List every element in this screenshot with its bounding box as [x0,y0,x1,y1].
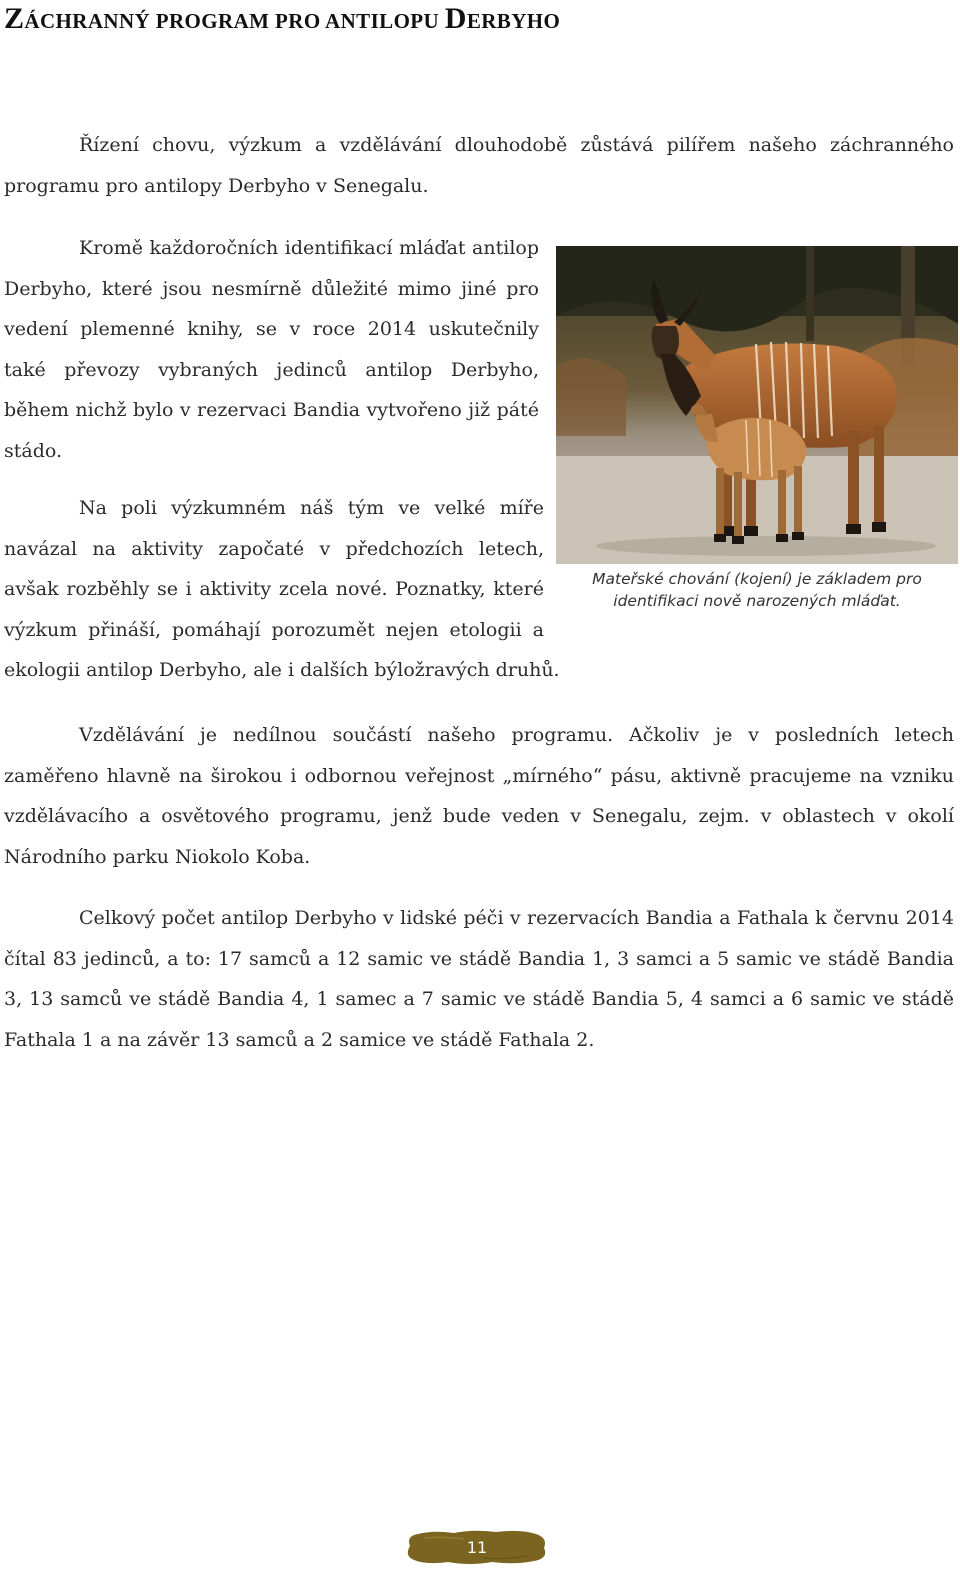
title-part-1: ÁCHRANNÝ PROGRAM PRO ANTILOPU [24,9,445,33]
antelope-photo-illustration [556,246,958,564]
caption-line-1: Mateřské chování (kojení) je základem pro [592,570,922,588]
caption-line-2: identifikaci nově narozených mláďat. [613,592,901,610]
paragraph-education: Vzdělávání je nedílnou součástí našeho programu. Ačkoliv je v posledních letech zaměřeno hlavně na širokou i odbornou veřejnost „mírného“ pásu, aktivně pracujeme na vzniku vzdělávacího a osvětového programu, jenž bude veden v Senegalu, zejm. v oblastech v okolí Národního parku Niokolo Koba. [4,724,954,868]
paragraph-identification: Kromě každoročních identifikací mláďat antilop Derbyho, které jsou nesmírně důležité mimo jiné pro vedení plemenné knihy, se v roce 2014 uskutečnily také převozy vybraných jedinců antilop Derbyho, během nichž bylo v rezervaci Bandia vytvořeno již páté stádo. [4,237,539,462]
page-title [4,2,560,36]
page-number: 11 [466,1538,488,1557]
paragraph-research: Na poli výzkumném náš tým ve velké míře navázal na aktivity započaté v předchozích letech, avšak rozběhly se i aktivity zcela nové. Poznatky, které výzkum přináší, pomáhají porozumět nejen etologii a ekologii antilop Derbyho, ale i dalších býložravých druhů. [4,497,560,682]
antelope-photo [556,246,958,564]
paragraph-intro: Řízení chovu, výzkum a vzdělávání dlouhodobě zůstává pilířem našeho záchranného programu pro antilopy Derbyho v Senegalu. [4,134,954,197]
paragraph-population: Celkový počet antilop Derbyho v lidské péči v rezervacích Bandia a Fathala k červnu 2014 čítal 83 jedinců, a to: 17 samců a 12 samic ve stádě Bandia 1, 3 samci a 5 samic ve stádě Bandia 3, 13 samců ve stádě Bandia 4, 1 samec a 7 samic ve stádě Bandia 5, 4 samci a 6 samic ve stádě Fathala 1 a na závěr 13 samců a 2 samice ve stádě Fathala 2. [4,907,954,1051]
title-initial-2: D [444,2,467,35]
title-initial-1: Z [4,2,25,35]
photo-caption [556,568,958,612]
title-part-2: ERBYHO [466,9,561,33]
